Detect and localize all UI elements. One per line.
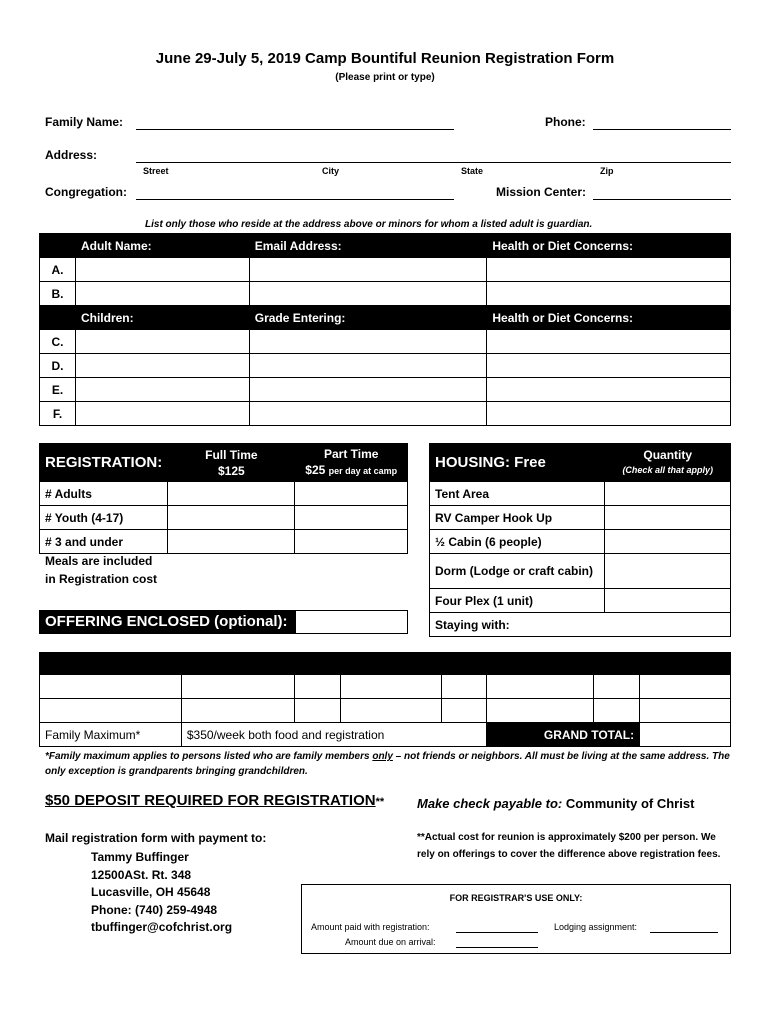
phone-label: Phone: bbox=[545, 115, 586, 129]
meals-note-2: in Registration cost bbox=[45, 572, 158, 586]
cabin-cell[interactable] bbox=[605, 530, 731, 554]
roster-table bbox=[39, 233, 731, 426]
footnote-text-2: – not friends or neighbors. All must be living at the same address. The bbox=[392, 751, 730, 762]
amount-paid-label: Amount paid with registration: bbox=[311, 922, 430, 932]
health-header-children: Health or Diet Concerns: bbox=[487, 306, 731, 330]
offering-label: OFFERING ENCLOSED (optional): bbox=[39, 610, 295, 634]
totals-cell[interactable] bbox=[340, 675, 442, 699]
health-cell[interactable] bbox=[487, 282, 731, 306]
rv-label: RV Camper Hook Up bbox=[430, 506, 605, 530]
under3-label: # 3 and under bbox=[40, 530, 168, 554]
mail-email: tbuffinger@cofchrist.org bbox=[91, 920, 233, 934]
row-label-b: B. bbox=[40, 282, 76, 306]
registrar-box bbox=[301, 884, 731, 954]
footnote-text-3: only exception is grandparents bringing grandchildren. bbox=[45, 766, 308, 777]
meals-note-1: Meals are included bbox=[45, 554, 153, 568]
totals-header-cell bbox=[340, 653, 442, 675]
actual-cost-note bbox=[417, 829, 720, 863]
row-label-a: A. bbox=[40, 258, 76, 282]
youth-label: # Youth (4-17) bbox=[40, 506, 168, 530]
tent-area-cell[interactable] bbox=[605, 482, 731, 506]
health-cell[interactable] bbox=[487, 354, 731, 378]
dorm-cell[interactable] bbox=[605, 554, 731, 589]
family-max-footnote bbox=[45, 749, 735, 779]
mail-name: Tammy Buffinger bbox=[91, 850, 189, 864]
mission-center-field[interactable] bbox=[593, 199, 731, 200]
totals-cell[interactable] bbox=[640, 675, 731, 699]
youth-part-cell[interactable] bbox=[295, 506, 408, 530]
housing-title: HOUSING: Free bbox=[430, 444, 605, 482]
lodging-field[interactable] bbox=[650, 932, 718, 933]
totals-cell[interactable] bbox=[181, 675, 294, 699]
registration-title: REGISTRATION: bbox=[40, 444, 168, 482]
page-subtitle: (Please print or type) bbox=[335, 72, 435, 83]
lodging-label: Lodging assignment: bbox=[554, 922, 638, 932]
registration-table bbox=[39, 443, 408, 554]
actual-cost-1: **Actual cost for reunion is approximately $200 per person. We bbox=[417, 832, 716, 843]
health-cell[interactable] bbox=[487, 402, 731, 426]
phone-field[interactable] bbox=[593, 129, 731, 130]
amount-due-label: Amount due on arrival: bbox=[345, 937, 436, 947]
totals-header-cell bbox=[40, 653, 182, 675]
staying-with-label[interactable]: Staying with: bbox=[430, 613, 731, 637]
full-time-label: Full Time bbox=[205, 447, 258, 462]
rv-cell[interactable] bbox=[605, 506, 731, 530]
zip-label: Zip bbox=[600, 166, 614, 176]
adults-part-cell[interactable] bbox=[295, 482, 408, 506]
congregation-label: Congregation: bbox=[45, 185, 127, 199]
totals-cell[interactable] bbox=[40, 699, 182, 723]
adult-name-cell[interactable] bbox=[75, 282, 249, 306]
footnote-only: only bbox=[372, 751, 393, 762]
deposit-stars: ** bbox=[375, 796, 385, 808]
health-cell[interactable] bbox=[487, 258, 731, 282]
street-label: Street bbox=[143, 166, 169, 176]
quantity-header bbox=[605, 444, 731, 482]
youth-full-cell[interactable] bbox=[168, 506, 295, 530]
totals-cell[interactable] bbox=[442, 675, 487, 699]
page-title: June 29-July 5, 2019 Camp Bountiful Reunion Registration Form bbox=[155, 50, 615, 67]
fourplex-label: Four Plex (1 unit) bbox=[430, 589, 605, 613]
child-name-cell[interactable] bbox=[75, 378, 249, 402]
congregation-field[interactable] bbox=[136, 199, 454, 200]
grand-total-label: GRAND TOTAL: bbox=[487, 723, 640, 747]
children-header-blank bbox=[40, 306, 76, 330]
part-time-note: per day at camp bbox=[328, 466, 398, 476]
totals-cell[interactable] bbox=[294, 699, 340, 723]
totals-cell[interactable] bbox=[487, 675, 594, 699]
address-field[interactable] bbox=[136, 162, 731, 163]
mission-center-label: Mission Center: bbox=[496, 185, 587, 199]
row-label-e: E. bbox=[40, 378, 76, 402]
mail-phone: Phone: (740) 259-4948 bbox=[91, 902, 218, 917]
row-label-d: D. bbox=[40, 354, 76, 378]
full-time-header bbox=[168, 444, 295, 482]
totals-header-cell bbox=[640, 653, 731, 675]
adult-name-cell[interactable] bbox=[75, 258, 249, 282]
full-time-price: $125 bbox=[217, 463, 245, 478]
health-header: Health or Diet Concerns: bbox=[487, 234, 731, 258]
row-label-f: F. bbox=[40, 402, 76, 426]
under3-part-cell[interactable] bbox=[295, 530, 408, 554]
mail-address bbox=[91, 849, 232, 937]
quantity-check-note: (Check all that apply) bbox=[622, 464, 713, 475]
adult-name-header: Adult Name: bbox=[75, 234, 249, 258]
totals-header-cell bbox=[442, 653, 487, 675]
adults-full-cell[interactable] bbox=[168, 482, 295, 506]
under3-full-cell[interactable] bbox=[168, 530, 295, 554]
footnote-text-1: *Family maximum applies to persons listed who are family members bbox=[45, 751, 373, 762]
totals-header-cell bbox=[594, 653, 640, 675]
housing-table bbox=[429, 443, 731, 637]
part-time-price: $25 bbox=[305, 463, 326, 477]
city-label: City bbox=[322, 166, 340, 176]
payable-to: Community of Christ bbox=[562, 796, 695, 811]
health-cell[interactable] bbox=[487, 330, 731, 354]
offering-field[interactable] bbox=[295, 610, 408, 634]
totals-cell[interactable] bbox=[640, 699, 731, 723]
email-cell[interactable] bbox=[249, 258, 487, 282]
health-cell[interactable] bbox=[487, 378, 731, 402]
roster-header-blank bbox=[40, 234, 76, 258]
totals-cell[interactable] bbox=[442, 699, 487, 723]
dorm-label: Dorm (Lodge or craft cabin) bbox=[430, 554, 605, 589]
adults-label: # Adults bbox=[40, 482, 168, 506]
part-time-header bbox=[295, 444, 408, 482]
totals-cell[interactable] bbox=[594, 675, 640, 699]
totals-table bbox=[39, 652, 731, 747]
mail-label: Mail registration form with payment to: bbox=[45, 831, 267, 845]
amount-due-field[interactable] bbox=[456, 947, 538, 948]
fourplex-cell[interactable] bbox=[605, 589, 731, 613]
grade-cell[interactable] bbox=[249, 330, 487, 354]
grade-header: Grade Entering: bbox=[249, 306, 487, 330]
email-header: Email Address: bbox=[249, 234, 487, 258]
payable-label: Make check payable to: bbox=[417, 796, 563, 811]
deposit-heading bbox=[45, 792, 384, 809]
totals-header-cell bbox=[294, 653, 340, 675]
totals-header-cell bbox=[487, 653, 594, 675]
totals-cell[interactable] bbox=[181, 699, 294, 723]
family-name-field[interactable] bbox=[136, 129, 454, 130]
email-cell[interactable] bbox=[249, 282, 487, 306]
grand-total-field[interactable] bbox=[640, 723, 731, 747]
address-label: Address: bbox=[45, 148, 98, 162]
tent-area-label: Tent Area bbox=[430, 482, 605, 506]
deposit-title: $50 DEPOSIT REQUIRED FOR REGISTRATION bbox=[45, 792, 376, 809]
family-max-value: $350/week both food and registration bbox=[181, 723, 486, 747]
totals-header-cell bbox=[181, 653, 294, 675]
actual-cost-2: rely on offerings to cover the difference above registration fees. bbox=[417, 849, 721, 860]
mail-city: Lucasville, OH 45648 bbox=[91, 885, 211, 899]
roster-note: List only those who reside at the address above or minors for whom a listed adult is guardian. bbox=[145, 219, 593, 230]
child-name-cell[interactable] bbox=[75, 402, 249, 426]
payable-line bbox=[417, 796, 694, 811]
part-time-label: Part Time bbox=[323, 447, 379, 461]
quantity-label: Quantity bbox=[643, 447, 693, 462]
row-label-c: C. bbox=[40, 330, 76, 354]
family-name-label: Family Name: bbox=[45, 115, 124, 129]
totals-cell[interactable] bbox=[487, 699, 594, 723]
grade-cell[interactable] bbox=[249, 378, 487, 402]
state-label: State bbox=[461, 166, 484, 176]
mail-street: 12500ASt. Rt. 348 bbox=[91, 867, 192, 882]
grade-cell[interactable] bbox=[249, 402, 487, 426]
child-name-cell[interactable] bbox=[75, 330, 249, 354]
totals-cell[interactable] bbox=[40, 675, 182, 699]
grade-cell[interactable] bbox=[249, 354, 487, 378]
family-max-label: Family Maximum* bbox=[40, 723, 182, 747]
amount-paid-field[interactable] bbox=[456, 932, 538, 933]
child-name-cell[interactable] bbox=[75, 354, 249, 378]
totals-cell[interactable] bbox=[340, 699, 442, 723]
totals-cell[interactable] bbox=[594, 699, 640, 723]
cabin-label: ½ Cabin (6 people) bbox=[430, 530, 605, 554]
children-header: Children: bbox=[75, 306, 249, 330]
registrar-title: FOR REGISTRAR'S USE ONLY: bbox=[449, 893, 583, 903]
totals-cell[interactable] bbox=[294, 675, 340, 699]
